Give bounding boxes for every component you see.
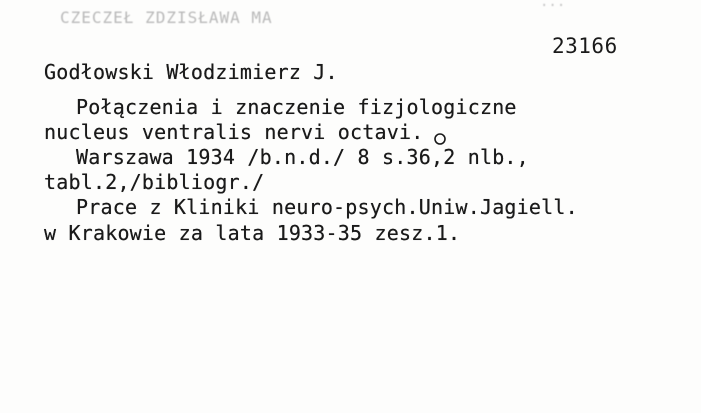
octavo-degree-mark bbox=[433, 131, 447, 147]
author-line: Godłowski Włodzimierz J. bbox=[44, 60, 338, 84]
series-line-2: w Krakowie za lata 1933-35 zesz.1. bbox=[44, 221, 461, 245]
faded-corner-text: ... bbox=[540, 0, 566, 10]
faded-header-text bbox=[60, 8, 400, 34]
title-line-1: Połączenia i znaczenie fizjologiczne bbox=[76, 95, 517, 119]
catalog-number: 23166 bbox=[552, 34, 618, 58]
imprint-line-1: Warszawa 1934 /b.n.d./ 8 s.36,2 nlb., bbox=[76, 145, 529, 169]
series-line-1: Prace z Kliniki neuro-psych.Uniw.Jagiell. bbox=[76, 195, 578, 219]
faded-header-span: CZECZEŁ ZDZISŁAWA MA bbox=[60, 8, 273, 27]
imprint-line-2: tabl.2,/bibliogr./ bbox=[44, 170, 265, 194]
title-line-2: nucleus ventralis nervi octavi. bbox=[44, 120, 424, 144]
